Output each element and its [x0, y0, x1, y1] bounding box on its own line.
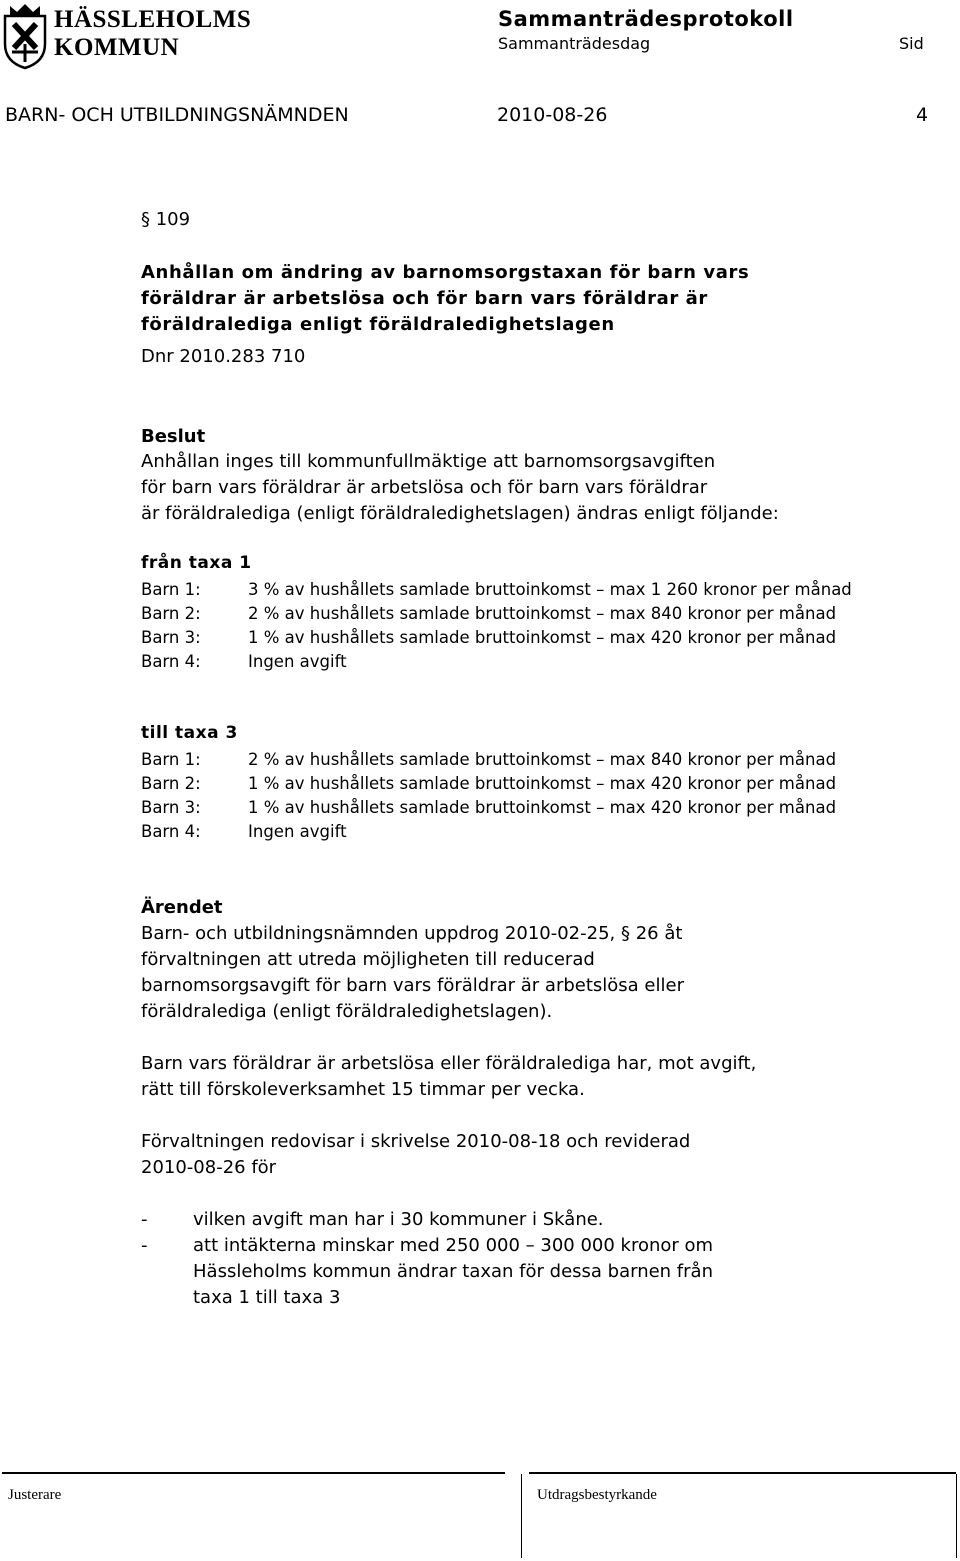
paragraph-number: § 109: [141, 209, 191, 230]
fee-text: 2 % av hushållets samlade bruttoinkomst – max 840 kronor per månad: [248, 604, 837, 623]
bullet-dash: -: [141, 1235, 148, 1256]
child-label: Barn 1:: [141, 750, 201, 769]
child-label: Barn 2:: [141, 774, 201, 793]
org-name-line2: KOMMUN: [54, 34, 180, 61]
footer-rule-right: [529, 1472, 956, 1474]
table-row: [141, 650, 960, 674]
section-heading-arendet: Ärendet: [141, 897, 223, 918]
fee-text: 1 % av hushållets samlade bruttoinkomst – max 420 kronor per månad: [248, 774, 837, 793]
text-line: Barn- och utbildningsnämnden uppdrog 2010-02-25, § 26 åt: [141, 923, 683, 944]
table-row: [141, 772, 960, 796]
utdragsbestyrkande-label: Utdragsbestyrkande: [537, 1487, 657, 1503]
meeting-date-label: Sammanträdesdag: [498, 34, 651, 53]
fee-text: Ingen avgift: [248, 822, 347, 841]
page-number: 4: [916, 104, 929, 126]
from-tax-heading: från taxa 1: [141, 553, 252, 573]
table-row: [141, 748, 960, 772]
to-tax-heading: till taxa 3: [141, 723, 238, 743]
text-line: vilken avgift man har i 30 kommuner i Skåne.: [193, 1209, 604, 1230]
fee-text: 2 % av hushållets samlade bruttoinkomst – max 840 kronor per månad: [248, 750, 837, 769]
from-tax-table: [141, 578, 960, 674]
municipality-coat-of-arms-logo: [2, 2, 48, 70]
beslut-line: för barn vars föräldrar är arbetslösa och för barn vars föräldrar: [141, 477, 708, 498]
org-name-line1: HÄSSLEHOLMS: [54, 6, 252, 33]
text-line: Hässleholms kommun ändrar taxan för dessa barnen från: [193, 1261, 713, 1282]
text-line: barnomsorgsavgift för barn vars föräldrar är arbetslösa eller: [141, 975, 684, 996]
arendet-paragraph-1: [141, 921, 684, 1025]
footer-rule-left: [2, 1472, 505, 1474]
item-title: [141, 260, 749, 338]
child-label: Barn 1:: [141, 580, 201, 599]
beslut-text: [141, 449, 779, 527]
document-title: Sammanträdesprotokoll: [498, 7, 794, 31]
beslut-line: Anhållan inges till kommunfullmäktige att barnomsorgsavgiften: [141, 451, 716, 472]
beslut-line: är föräldralediga (enligt föräldraledighetslagen) ändras enligt följande:: [141, 503, 779, 524]
text-line: förvaltningen att utreda möjligheten till reducerad: [141, 949, 595, 970]
child-label: Barn 2:: [141, 604, 201, 623]
text-line: rätt till förskoleverksamhet 15 timmar per vecka.: [141, 1079, 585, 1100]
dnr: Dnr 2010.283 710: [141, 346, 306, 367]
table-row: [141, 820, 960, 844]
justerare-label: Justerare: [8, 1487, 62, 1503]
list-item: [141, 1233, 713, 1311]
list-item: [141, 1207, 713, 1233]
text-line: taxa 1 till taxa 3: [193, 1287, 341, 1308]
text-line: 2010-08-26 för: [141, 1157, 277, 1178]
footer-divider-right: [956, 1474, 957, 1558]
table-row: [141, 602, 960, 626]
child-label: Barn 3:: [141, 798, 201, 817]
bullet-dash: -: [141, 1209, 148, 1230]
to-tax-table: [141, 748, 960, 844]
arendet-paragraph-2: [141, 1051, 756, 1103]
meeting-date: 2010-08-26: [497, 104, 608, 126]
committee-name: BARN- OCH UTBILDNINGSNÄMNDEN: [5, 104, 349, 126]
table-row: [141, 796, 960, 820]
table-row: [141, 626, 960, 650]
table-row: [141, 578, 960, 602]
child-label: Barn 4:: [141, 652, 201, 671]
arendet-paragraph-3: [141, 1129, 690, 1181]
child-label: Barn 4:: [141, 822, 201, 841]
item-title-line: föräldrar är arbetslösa och för barn vars föräldrar är: [141, 288, 708, 309]
bullet-list: [141, 1207, 713, 1311]
item-title-line: Anhållan om ändring av barnomsorgstaxan för barn vars: [141, 262, 750, 283]
text-line: att intäkterna minskar med 250 000 – 300 000 kronor om: [193, 1235, 714, 1256]
section-heading-beslut: Beslut: [141, 426, 206, 447]
child-label: Barn 3:: [141, 628, 201, 647]
fee-text: Ingen avgift: [248, 652, 347, 671]
text-line: Barn vars föräldrar är arbetslösa eller föräldralediga har, mot avgift,: [141, 1053, 757, 1074]
footer-divider-left: [521, 1474, 522, 1558]
fee-text: 1 % av hushållets samlade bruttoinkomst – max 420 kronor per månad: [248, 798, 837, 817]
text-line: föräldralediga (enligt föräldraledighetslagen).: [141, 1001, 553, 1022]
text-line: Förvaltningen redovisar i skrivelse 2010-08-18 och reviderad: [141, 1131, 691, 1152]
page-label: Sid: [899, 34, 924, 53]
fee-text: 3 % av hushållets samlade bruttoinkomst – max 1 260 kronor per månad: [248, 580, 852, 599]
item-title-line: föräldralediga enligt föräldraledighetslagen: [141, 314, 615, 335]
fee-text: 1 % av hushållets samlade bruttoinkomst – max 420 kronor per månad: [248, 628, 837, 647]
